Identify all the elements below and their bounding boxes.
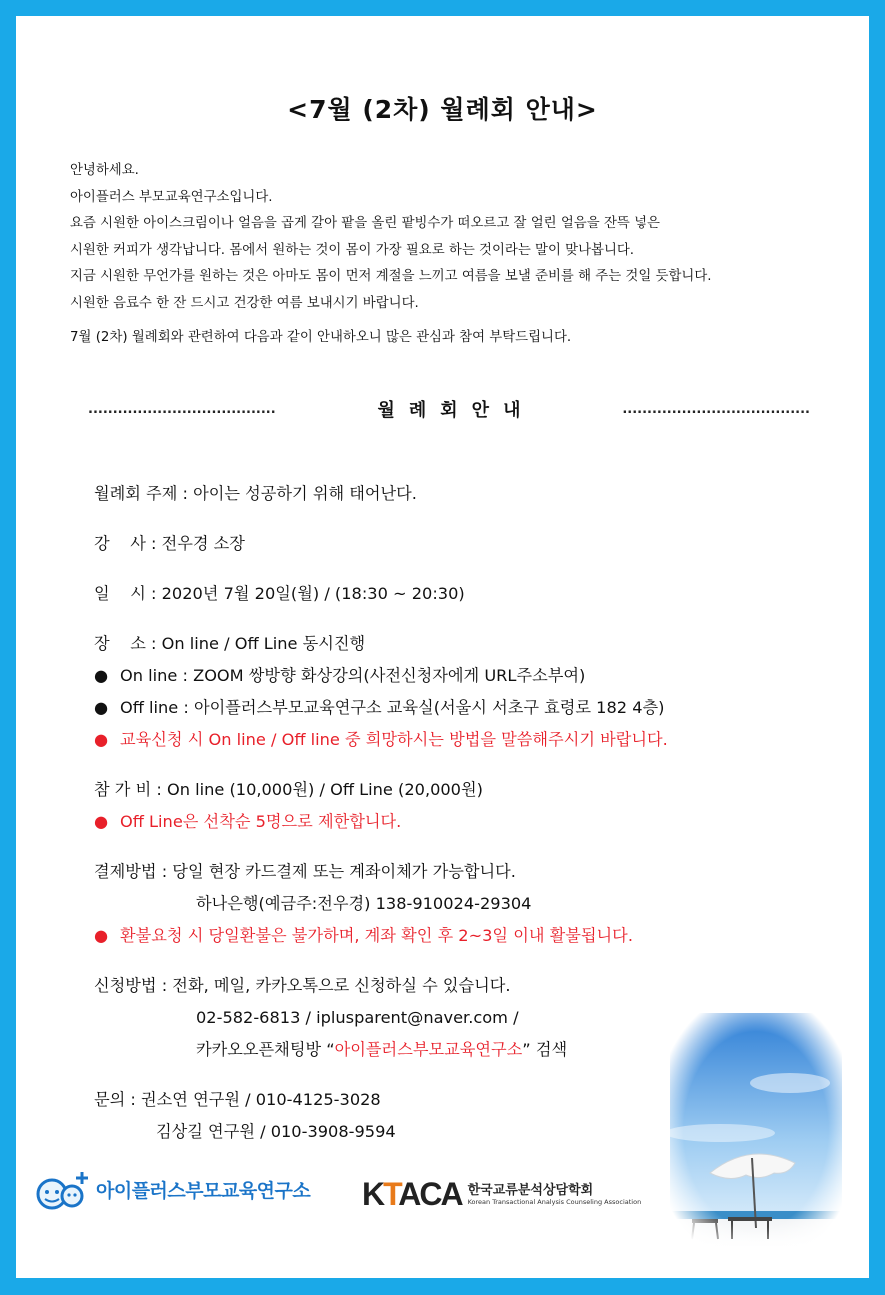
bullet-note — [94, 724, 864, 756]
bullet-icon: ● — [94, 698, 109, 717]
date-line — [94, 578, 864, 610]
ktaca-letter-k: K — [362, 1176, 384, 1212]
date-value: : 2020년 7월 20일(월) / (18:30 ~ 20:30) — [145, 584, 465, 603]
bullet-online — [94, 660, 864, 692]
bullet-icon: ● — [94, 666, 109, 685]
intro-line: 시원한 음료수 한 잔 드시고 건강한 여름 보내시기 바랍니다. — [70, 295, 419, 311]
intro-line: 시원한 커피가 생각납니다. 몸에서 원하는 것이 몸이 가장 필요로 하는 것이라는 말이 맞나봅니다. — [70, 242, 635, 258]
refund-text: 환불요청 시 당일환불은 불가하며, 계좌 확인 후 2~3일 이내 활불됩니다. — [120, 926, 633, 945]
kakao-name: 아이플러스부모교육연구소 — [334, 1040, 523, 1059]
fee-note-text: Off Line은 선착순 5명으로 제한합니다. — [120, 812, 402, 831]
ktaca-name — [468, 1184, 642, 1206]
apply-contact: 02-582-6813 / iplusparent@naver.com / — [196, 1008, 519, 1027]
apply-line — [94, 970, 864, 1002]
lecturer-value: : 전우경 소장 — [145, 534, 245, 553]
account-line: 하나은행(예금주:전우경) 138-910024-29304 — [196, 894, 532, 913]
place-line — [94, 628, 864, 660]
iplus-logo-text: 아이플러스부모교육연구소 — [96, 1179, 311, 1202]
ktaca-letter-t: T — [383, 1176, 399, 1212]
lecturer-label: 강 사 — [94, 534, 146, 553]
kakao-suffix: ” 검색 — [522, 1040, 568, 1059]
offline-text: Off line : 아이플러스부모교육연구소 교육실(서울시 서초구 효령로 182 4층) — [120, 698, 665, 717]
payment-value: : 당일 현장 카드결제 또는 계좌이체가 가능합니다. — [156, 862, 516, 881]
document-page — [16, 16, 869, 1278]
intro-line: 지금 시원한 무언가를 원하는 것은 아마도 몸이 먼저 계절을 느끼고 여름을 보낼 준비를 해 주는 것일 듯합니다. — [70, 269, 712, 284]
ktaca-logo — [362, 1176, 641, 1213]
bullet-icon: ● — [94, 730, 109, 749]
bullet-offline — [94, 692, 864, 724]
dots-right: ...................................... — [622, 401, 810, 417]
iplus-logo — [30, 1168, 310, 1210]
topic-line: 월례회 주제 : 아이는 성공하기 위해 태어난다. — [94, 484, 417, 503]
place-label: 장 소 — [94, 634, 146, 653]
contact-1: 권소연 연구원 / 010-4125-3028 — [141, 1090, 381, 1109]
kakao-prefix: 카카오오픈채팅방 “ — [196, 1040, 335, 1059]
page-title: <7월 (2차) 월례회 안내> — [287, 95, 598, 124]
beach-photo — [670, 1013, 842, 1247]
intro-text — [70, 158, 860, 352]
contact-label: 문의 : — [94, 1090, 142, 1109]
fee-value: : On line (10,000원) / Off Line (20,000원) — [151, 780, 483, 799]
apply-label: 신청방법 — [94, 976, 157, 995]
iplus-mascot-icon — [30, 1168, 92, 1210]
ktaca-letters-aca: ACA — [398, 1176, 462, 1212]
section-heading: 월례회안내 — [377, 400, 535, 421]
date-label: 일 시 — [94, 584, 146, 603]
fee-note — [94, 806, 864, 838]
note-text: 교육신청 시 On line / Off line 중 희망하시는 방법을 말씀해주시기 바랍니다. — [120, 730, 668, 749]
contact-line-2: 김상길 연구원 / 010-3908-9594 — [156, 1122, 396, 1141]
dots-left: ...................................... — [88, 401, 276, 417]
apply-value: : 전화, 메일, 카카오톡으로 신청하실 수 있습니다. — [156, 976, 511, 995]
ktaca-name-en: Korean Transactional Analysis Counseling Association — [467, 1197, 642, 1206]
intro-line: 요즘 시원한 아이스크림이나 얼음을 곱게 갈아 팥을 올린 팥빙수가 떠오르고 잘 얼린 얼음을 잔뜩 넣은 — [70, 216, 660, 231]
fee-label: 참 가 비 — [94, 780, 152, 799]
bullet-icon: ● — [94, 812, 109, 831]
payment-label: 결제방법 — [94, 862, 157, 881]
intro-line: 아이플러스 부모교육연구소입니다. — [70, 189, 273, 205]
payment-line — [94, 856, 864, 888]
online-text: On line : ZOOM 쌍방향 화상강의(사전신청자에게 URL주소부여) — [120, 666, 586, 685]
lecturer-line — [94, 528, 864, 560]
fee-line — [94, 774, 864, 806]
intro-closing: 7월 (2차) 월례회와 관련하여 다음과 같이 안내하오니 많은 관심과 참여 부탁드립니다. — [70, 330, 572, 345]
ktaca-name-ko: 한국교류분석상담학회 — [467, 1182, 594, 1198]
refund-note — [94, 920, 864, 952]
section-header — [88, 396, 810, 422]
intro-line: 안녕하세요. — [70, 163, 139, 178]
bullet-icon: ● — [94, 926, 109, 945]
ktaca-wordmark — [362, 1176, 462, 1213]
place-value: : On line / Off Line 동시진행 — [145, 634, 366, 653]
